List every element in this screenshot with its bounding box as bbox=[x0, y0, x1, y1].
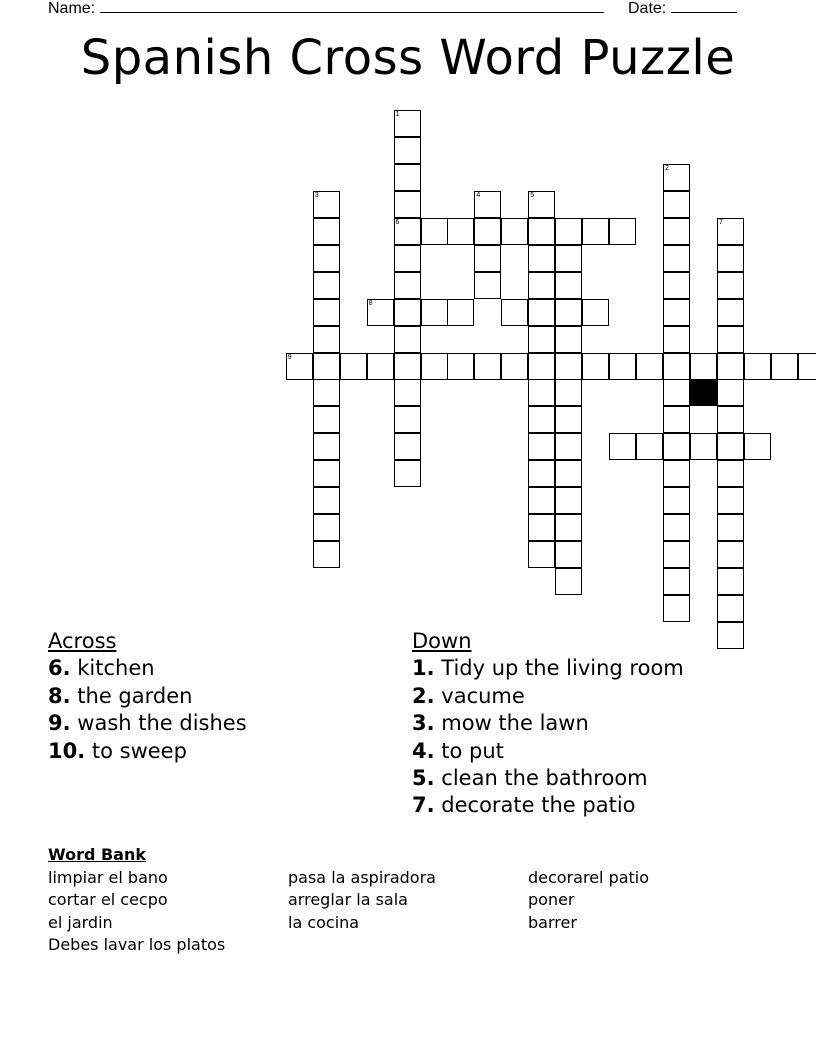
grid-cell[interactable] bbox=[717, 353, 744, 380]
across-clues bbox=[48, 628, 247, 765]
grid-cell[interactable] bbox=[555, 568, 582, 595]
grid-cell[interactable] bbox=[421, 299, 448, 326]
grid-cell[interactable] bbox=[528, 191, 555, 218]
grid-cell[interactable] bbox=[555, 218, 582, 245]
grid-cell[interactable] bbox=[636, 353, 663, 380]
grid-cell[interactable] bbox=[663, 568, 690, 595]
grid-cell[interactable] bbox=[555, 541, 582, 568]
clue-text: to put bbox=[434, 738, 504, 763]
down-clue bbox=[412, 710, 684, 737]
grid-cell[interactable] bbox=[528, 379, 555, 406]
clue-number: 4. bbox=[412, 738, 435, 763]
across-clue bbox=[48, 710, 247, 737]
word-bank-entry: el jardin bbox=[48, 912, 113, 932]
grid-cell[interactable] bbox=[717, 568, 744, 595]
across-clue bbox=[48, 738, 247, 765]
grid-cell[interactable] bbox=[663, 299, 690, 326]
word-bank-entry: limpiar el bano bbox=[48, 867, 168, 887]
grid-cell[interactable] bbox=[663, 326, 690, 353]
grid-cell[interactable] bbox=[717, 433, 744, 460]
grid-cell[interactable] bbox=[717, 487, 744, 514]
grid-cell[interactable] bbox=[528, 299, 555, 326]
grid-cell[interactable] bbox=[555, 487, 582, 514]
clue-text: kitchen bbox=[70, 656, 155, 681]
down-heading: Down bbox=[412, 629, 472, 653]
grid-cell[interactable] bbox=[690, 353, 717, 380]
grid-cell[interactable] bbox=[313, 353, 340, 380]
word-bank-entry: poner bbox=[528, 890, 575, 909]
grid-cell[interactable] bbox=[663, 460, 690, 487]
grid-cell[interactable] bbox=[394, 272, 421, 299]
grid-cell[interactable] bbox=[313, 406, 340, 433]
grid-cell[interactable] bbox=[582, 218, 609, 245]
clue-number: 3 bbox=[314, 191, 319, 199]
clue-text: the garden bbox=[70, 683, 193, 708]
grid-cell[interactable] bbox=[313, 541, 340, 568]
clue-text: wash the dishes bbox=[70, 711, 247, 736]
word-bank bbox=[48, 844, 650, 954]
grid-cell[interactable] bbox=[528, 218, 555, 245]
grid-cell[interactable] bbox=[313, 326, 340, 353]
grid-cell[interactable] bbox=[717, 541, 744, 568]
clue-number: 8. bbox=[48, 683, 71, 708]
word-bank-entry: cortar el cecpo bbox=[48, 890, 168, 909]
grid-cell[interactable] bbox=[313, 379, 340, 406]
grid-cell[interactable] bbox=[528, 353, 555, 380]
grid-cell[interactable] bbox=[528, 245, 555, 272]
grid-cell[interactable] bbox=[555, 245, 582, 272]
clue-number: 8 bbox=[368, 299, 373, 307]
clue-number: 1. bbox=[412, 656, 435, 681]
grid-cell[interactable] bbox=[313, 272, 340, 299]
grid-cell[interactable] bbox=[717, 406, 744, 433]
grid-cell[interactable] bbox=[394, 164, 421, 191]
grid-cell[interactable] bbox=[717, 379, 744, 406]
word-bank-column bbox=[288, 867, 436, 935]
grid-cell[interactable] bbox=[663, 433, 690, 460]
grid-cell[interactable] bbox=[717, 460, 744, 487]
grid-cell[interactable] bbox=[313, 460, 340, 487]
grid-cell[interactable] bbox=[528, 514, 555, 541]
clue-number: 6 bbox=[395, 218, 400, 226]
word-bank-column bbox=[48, 867, 225, 957]
grid-cell[interactable] bbox=[394, 218, 421, 245]
down-clue bbox=[412, 683, 684, 710]
grid-cell[interactable] bbox=[744, 353, 771, 380]
grid-cell[interactable] bbox=[663, 353, 690, 380]
word-bank-entry: arreglar la sala bbox=[288, 890, 408, 909]
across-clue bbox=[48, 683, 247, 710]
grid-cell[interactable] bbox=[394, 406, 421, 433]
grid-cell[interactable] bbox=[690, 433, 717, 460]
grid-cell[interactable] bbox=[717, 272, 744, 299]
word-bank-entry: la cocina bbox=[288, 912, 360, 932]
grid-cell[interactable] bbox=[609, 353, 636, 380]
grid-cell[interactable] bbox=[528, 460, 555, 487]
grid-cell[interactable] bbox=[663, 191, 690, 218]
grid-cell[interactable] bbox=[555, 514, 582, 541]
grid-cell[interactable] bbox=[447, 299, 474, 326]
clue-number: 10. bbox=[48, 738, 86, 763]
grid-cell[interactable] bbox=[663, 245, 690, 272]
grid-cell[interactable] bbox=[394, 191, 421, 218]
clue-number: 5. bbox=[412, 766, 435, 791]
grid-cell[interactable] bbox=[555, 460, 582, 487]
grid-cell[interactable] bbox=[717, 326, 744, 353]
grid-cell[interactable] bbox=[447, 353, 474, 380]
clue-text: vacume bbox=[434, 683, 525, 708]
grid-cell[interactable] bbox=[286, 353, 313, 380]
grid-cell[interactable] bbox=[421, 353, 448, 380]
grid-cell[interactable] bbox=[555, 299, 582, 326]
grid-cell[interactable] bbox=[663, 514, 690, 541]
date-label: Date: bbox=[628, 0, 667, 17]
down-clue bbox=[412, 738, 684, 765]
grid-cell[interactable] bbox=[717, 595, 744, 622]
grid-cell[interactable] bbox=[663, 487, 690, 514]
grid-cell[interactable] bbox=[663, 406, 690, 433]
clue-number: 7 bbox=[718, 218, 723, 226]
grid-cell[interactable] bbox=[717, 622, 744, 649]
word-bank-entry: Debes lavar los platos bbox=[48, 935, 226, 954]
clue-number: 3. bbox=[412, 711, 435, 736]
grid-cell[interactable] bbox=[528, 326, 555, 353]
grid-cell[interactable] bbox=[717, 245, 744, 272]
grid-cell[interactable] bbox=[771, 353, 798, 380]
grid-cell[interactable] bbox=[717, 218, 744, 245]
grid-cell[interactable] bbox=[663, 595, 690, 622]
grid-cell[interactable] bbox=[609, 433, 636, 460]
grid-cell[interactable] bbox=[663, 379, 690, 406]
grid-cell[interactable] bbox=[394, 299, 421, 326]
grid-cell[interactable] bbox=[447, 218, 474, 245]
grid-cell[interactable] bbox=[501, 218, 528, 245]
word-bank-title: Word Bank bbox=[48, 845, 147, 864]
grid-cell[interactable] bbox=[474, 272, 501, 299]
clue-number: 4 bbox=[476, 191, 481, 199]
word-bank-entry: pasa la aspiradora bbox=[288, 867, 436, 887]
clue-number: 6. bbox=[48, 656, 71, 681]
grid-cell[interactable] bbox=[394, 137, 421, 164]
grid-cell[interactable] bbox=[528, 272, 555, 299]
grid-cell[interactable] bbox=[394, 326, 421, 353]
grid-cell[interactable] bbox=[528, 433, 555, 460]
clue-number: 9 bbox=[287, 353, 292, 361]
grid-cell[interactable] bbox=[798, 353, 816, 380]
grid-cell[interactable] bbox=[421, 218, 448, 245]
clue-number: 1 bbox=[395, 110, 400, 118]
grid-cell[interactable] bbox=[717, 514, 744, 541]
clue-text: mow the lawn bbox=[434, 711, 589, 736]
grid-black-cell bbox=[690, 379, 717, 406]
down-clues bbox=[412, 628, 684, 820]
down-clue bbox=[412, 765, 684, 792]
word-bank-entry: barrer bbox=[528, 912, 577, 932]
down-clue bbox=[412, 655, 684, 682]
grid-cell[interactable] bbox=[555, 326, 582, 353]
grid-cell[interactable] bbox=[313, 299, 340, 326]
grid-cell[interactable] bbox=[636, 433, 663, 460]
grid-cell[interactable] bbox=[555, 379, 582, 406]
clue-number: 2 bbox=[665, 164, 669, 172]
grid-cell[interactable] bbox=[474, 245, 501, 272]
word-bank-column bbox=[528, 867, 649, 935]
grid-cell[interactable] bbox=[394, 110, 421, 137]
grid-cell[interactable] bbox=[313, 433, 340, 460]
grid-cell[interactable] bbox=[313, 218, 340, 245]
grid-cell[interactable] bbox=[501, 353, 528, 380]
grid-cell[interactable] bbox=[313, 191, 340, 218]
grid-cell[interactable] bbox=[528, 541, 555, 568]
grid-cell[interactable] bbox=[394, 353, 421, 380]
grid-cell[interactable] bbox=[555, 353, 582, 380]
clue-text: to sweep bbox=[85, 738, 187, 763]
grid-cell[interactable] bbox=[394, 245, 421, 272]
clue-number: 9. bbox=[48, 711, 71, 736]
grid-cell[interactable] bbox=[555, 433, 582, 460]
grid-cell[interactable] bbox=[717, 299, 744, 326]
grid-cell[interactable] bbox=[394, 433, 421, 460]
down-clue bbox=[412, 792, 684, 819]
across-heading: Across bbox=[48, 629, 117, 653]
grid-cell[interactable] bbox=[501, 299, 528, 326]
grid-cell[interactable] bbox=[528, 406, 555, 433]
grid-cell[interactable] bbox=[313, 245, 340, 272]
grid-cell[interactable] bbox=[744, 433, 771, 460]
clue-text: Tidy up the living room bbox=[434, 656, 684, 681]
clue-number: 5 bbox=[530, 191, 535, 199]
grid-cell[interactable] bbox=[474, 191, 501, 218]
grid-cell[interactable] bbox=[367, 299, 394, 326]
grid-cell[interactable] bbox=[394, 379, 421, 406]
grid-cell[interactable] bbox=[663, 541, 690, 568]
word-bank-entry: decorarel patio bbox=[528, 867, 650, 887]
grid-cell[interactable] bbox=[313, 487, 340, 514]
across-clue bbox=[48, 655, 247, 682]
grid-cell[interactable] bbox=[474, 218, 501, 245]
grid-cell[interactable] bbox=[313, 514, 340, 541]
grid-cell[interactable] bbox=[555, 406, 582, 433]
grid-cell[interactable] bbox=[555, 272, 582, 299]
page-title: Spanish Cross Word Puzzle bbox=[80, 30, 736, 86]
grid-cell[interactable] bbox=[528, 487, 555, 514]
name-label: Name: bbox=[48, 0, 96, 17]
grid-cell[interactable] bbox=[609, 218, 636, 245]
grid-cell[interactable] bbox=[367, 353, 394, 380]
clue-number: 7. bbox=[412, 793, 435, 818]
grid-cell[interactable] bbox=[582, 353, 609, 380]
grid-cell[interactable] bbox=[663, 272, 690, 299]
grid-cell[interactable] bbox=[582, 299, 609, 326]
grid-cell[interactable] bbox=[663, 218, 690, 245]
grid-cell[interactable] bbox=[394, 460, 421, 487]
clue-text: decorate the patio bbox=[434, 793, 636, 818]
grid-cell[interactable] bbox=[340, 353, 367, 380]
grid-cell[interactable] bbox=[663, 164, 690, 191]
clue-text: clean the bathroom bbox=[434, 766, 648, 791]
clue-number: 2. bbox=[412, 683, 435, 708]
grid-cell[interactable] bbox=[474, 353, 501, 380]
